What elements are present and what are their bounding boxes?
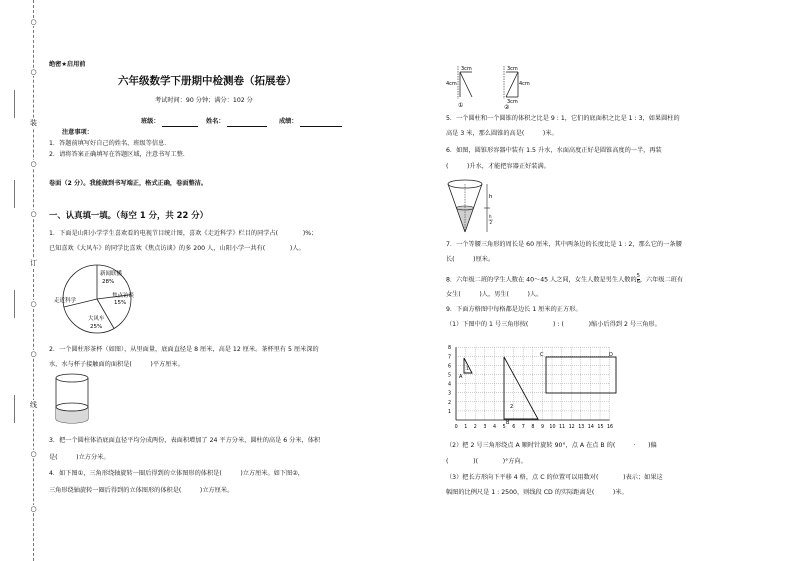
x-tick-label: 3 [483, 425, 487, 430]
y-tick-label: 4 [448, 382, 452, 388]
gutter-blank [14, 395, 15, 423]
gutter-blank [14, 180, 15, 208]
x-tick-label: 2 [473, 425, 477, 430]
point-C: C [540, 352, 544, 358]
q3-line1: 3．把一个圆柱体沿底面直径平均分成两份，表面积增加了 24 平方分米，圆柱的高是 6 分米，体积 [49, 437, 321, 444]
gutter-mark: ○ [30, 450, 37, 458]
q8-line2: 女生( )人，男生( )人。 [446, 291, 543, 298]
page-title: 六年级数学下册期中检测卷（拓展卷） [118, 75, 297, 87]
gutter-mark: ○ [30, 18, 37, 26]
section1-heading: 一、认真填一填。（每空 1 分，共 22 分） [49, 210, 208, 220]
pie-value-focus: 15% [114, 300, 127, 306]
secret-label: 绝密★启用前 [49, 61, 86, 68]
note-item: 2．请将答案正确填写在答题区域，注意书写工整． [49, 151, 190, 158]
q8-frac-den: 6 [636, 279, 640, 285]
cut-line [33, 0, 34, 561]
gutter-mark: ○ [30, 160, 37, 168]
x-tick-label: 11 [559, 425, 566, 430]
fig2-side: 4cm [519, 81, 530, 87]
gutter-blank [14, 90, 15, 118]
fig2-label: ② [504, 104, 510, 111]
q7-line2: 长( )厘米。 [446, 256, 495, 263]
q6-line1: 6．如图，圆锥形容器中装有 1.5 升水，水面高度正好是圆锥高度的一半，再装 [446, 147, 662, 154]
gutter-mark: ○ [30, 68, 37, 76]
pie-label-news: 新闻联播 [100, 271, 123, 277]
q1-line2: 已知喜欢《大风车》的同学比喜欢《焦点访谈》的多 200 人，山阳小学一共有( )人。 [49, 245, 305, 252]
q6-line2: ( )升水，才能把容器正好装满。 [446, 163, 550, 170]
triangle-2-label: 2 [510, 404, 514, 410]
note-item: 1．答题前填写好自己的姓名、班级等信息． [49, 140, 171, 147]
q7-line1: 7．一个等腰三角形的周长是 60 厘米，其中两条边的长度比是 1 : 2，那么它的一条腰 [446, 241, 682, 248]
notes-heading: 注意事项： [62, 129, 93, 136]
q9-line1: 9．下面方格图中每格都是边长 1 厘米的正方形。 [446, 306, 582, 313]
x-tick-label: 0 [454, 425, 458, 430]
pie-chart [50, 262, 146, 336]
y-tick-label: 8 [448, 346, 452, 352]
y-tick-label: 3 [448, 391, 452, 397]
grid-ticks [448, 345, 613, 430]
q9-sub1: （1）下图中的 1 号三角形按( ) : ( )缩小后得到 2 号三角形。 [446, 321, 661, 328]
y-tick-label: 6 [448, 364, 452, 370]
cone-h-label: h [489, 194, 493, 200]
triangle-1-label: 1 [466, 367, 469, 372]
cone-half-num: h [489, 214, 492, 219]
pie-label-windmill: 大风车 [88, 316, 105, 322]
q8-line1 [446, 274, 683, 285]
x-tick-label: 9 [541, 425, 545, 430]
score-field[interactable] [300, 126, 342, 127]
q2-line1: 2．一个圆柱形茶杯（如图），从里面量，底面直径是 8 厘米，高是 12 厘米。茶杯里有 5 厘米深的 [49, 346, 319, 353]
fig2-top: 3cm [507, 66, 518, 72]
y-tick-label: 1 [448, 409, 452, 415]
gutter-mark: ○ [30, 210, 37, 218]
pie-label-focus: 焦点访谈 [112, 293, 135, 299]
gutter-mark: 订 [30, 259, 37, 267]
cone-figure [446, 178, 496, 236]
class-label: 班级： [141, 118, 160, 125]
gutter-mark: 线 [30, 401, 37, 409]
pie-value-news: 28% [102, 279, 115, 285]
point-B: B [506, 420, 510, 426]
cup-figure [52, 372, 92, 426]
class-field[interactable] [162, 126, 198, 127]
point-A: A [459, 374, 463, 380]
q9-sub3a: （3）把长方形向下平移 4 格，点 C 的位置可以用数对( )表示；如果这 [446, 474, 663, 481]
exam-info: 考试时间：90 分钟；满分：102 分 [155, 97, 253, 104]
fig1-side: 4cm [446, 81, 457, 87]
q8-text-b: ，六年级二班有 [639, 276, 684, 284]
q8-frac-num: 5 [636, 273, 640, 279]
q9-sub3b: 幅图的比例尺是 1 : 2500，则线段 CD 的实际距离是( )米。 [446, 489, 628, 496]
q4-line2: 三角形绕轴旋转一圈后得到的立体图形的体积是( )立方厘米。 [49, 487, 234, 494]
y-tick-label: 7 [448, 355, 452, 361]
y-tick-label: 5 [448, 373, 452, 379]
point-D: D [609, 352, 613, 358]
x-tick-label: 7 [521, 425, 525, 430]
name-field[interactable] [227, 126, 267, 127]
q1-line1: 1．下面是山阳小学学生喜欢看的电视节目统计图，喜欢《走近科学》栏目的同学占( )%； [49, 230, 318, 237]
x-tick-label: 14 [587, 425, 594, 430]
x-tick-label: 13 [578, 425, 585, 430]
x-tick-label: 4 [493, 425, 497, 430]
x-tick-label: 8 [531, 425, 535, 430]
x-tick-label: 6 [512, 425, 516, 430]
y-tick-label: 2 [448, 400, 452, 406]
fig1-label: ① [458, 102, 464, 109]
q4-line1: 4．如下图①，三角形绕轴旋转一圈后得到的立体图形的体积是( )立方厘米。如下图②， [49, 470, 304, 477]
name-label: 姓名： [206, 118, 225, 125]
gutter-mark: 装 [30, 119, 37, 127]
q8-text-a: 8．六年级二班的学生人数在 40～45 人之间，女生人数是男生人数的 [446, 276, 637, 284]
q2-line2: 水，水与杯子接触面的面积是( )平方厘米。 [49, 361, 184, 368]
pie-label-science: 走近科学 [54, 298, 77, 304]
q5-line1: 5．一个圆柱和一个圆锥的体积之比是 9 : 1，它们的底面积之比是 1 : 3，如果圆柱的 [446, 115, 680, 122]
score-label: 成绩： [279, 118, 298, 125]
x-tick-label: 1 [464, 425, 468, 430]
gutter-mark: ○ [30, 350, 37, 358]
x-tick-label: 16 [607, 425, 614, 430]
x-tick-label: 10 [549, 425, 556, 430]
pie-value-windmill: 25% [90, 324, 103, 330]
q3-line2: 是( )立方分米。 [49, 454, 110, 461]
q9-sub2b: ( )( )°方向。 [446, 458, 527, 465]
x-tick-label: 5 [502, 425, 506, 430]
gutter-mark: ○ [30, 505, 37, 513]
binding-gutter [0, 0, 45, 561]
grid-figure [446, 338, 628, 434]
x-tick-label: 12 [568, 425, 575, 430]
cone-half-den: 2 [489, 220, 493, 225]
q5-line2: 高是 3 米，那么圆锥的高是( )米。 [446, 130, 558, 137]
q4-figures [446, 63, 531, 111]
gutter-blank [14, 290, 15, 318]
fig2-bottom: 3cm [507, 99, 518, 105]
fig1-top: 3cm [461, 66, 472, 72]
gutter-mark: ○ [30, 300, 37, 308]
q9-sub2a: （2）把 2 号三角形绕点 A 顺时针旋转 90°，点 A 在点 B 的( · )偏 [446, 442, 657, 449]
neatness-note: 卷面（2 分）。我能做到书写端正，格式正确，卷面整洁。 [49, 180, 208, 187]
x-tick-label: 15 [597, 425, 604, 430]
